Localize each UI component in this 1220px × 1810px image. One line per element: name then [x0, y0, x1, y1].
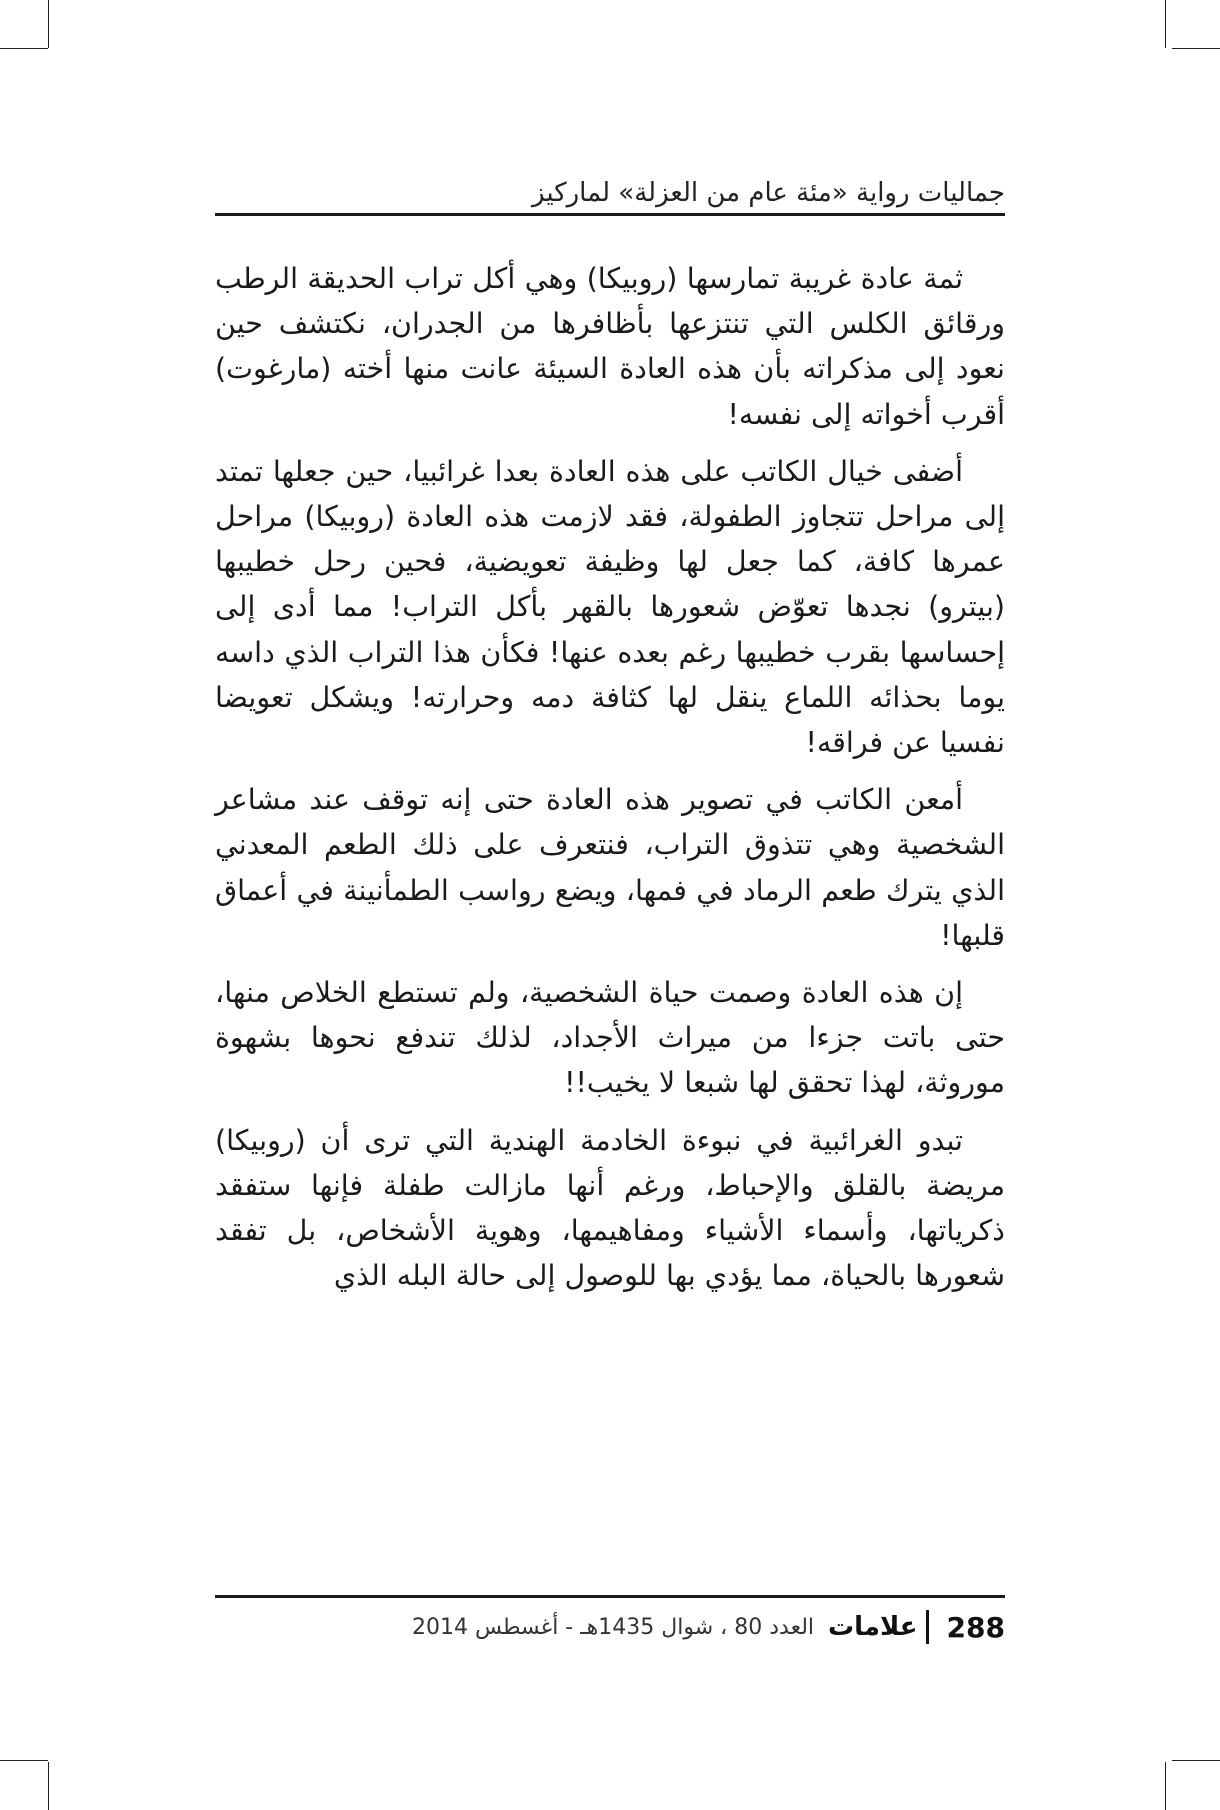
journal-logo: علامات: [828, 1612, 918, 1642]
article-body: [215, 256, 1005, 1310]
crop-mark: [48, 1762, 49, 1810]
page-number: 288: [946, 1610, 1005, 1644]
crop-mark: [0, 48, 48, 49]
crop-mark: [48, 0, 49, 48]
paragraph: أضفى خيال الكاتب على هذه العادة بعدا غرائبيا، حين جعلها تمتد إلى مراحل تتجاوز الطفولة، فقد لازمت هذه العادة (روبيكا) مراحل عمرها كافة، كما جعل لها وظيفة تعويضية، فحين رحل خطيبها (بيترو) نجدها تعوّض شعورها بالقهر بأكل التراب! مما أدى إلى إحساسها بقرب خطيبها رغم بعده عنها! فكأن هذا التراب الذي داسه يوما بحذائه اللماع ينقل لها كثافة دمه وحرارته! ويشكل تعويضا نفسيا عن فراقه!: [215, 454, 1005, 760]
issue-info: العدد 80 ، شوال 1435هـ - أغسطس 2014: [411, 1614, 815, 1640]
paragraph: ثمة عادة غريبة تمارسها (روبيكا) وهي أكل تراب الحديقة الرطب ورقائق الكلس التي تنتزعها بأظافرها من الجدران، نكتشف حين نعود إلى مذكراته بأن هذه العادة السيئة عانت منها أخته (مارغوت) أقرب أخواته إلى نفسه!: [215, 262, 1005, 431]
page-footer: [215, 1595, 1005, 1645]
crop-mark: [0, 1760, 48, 1761]
paragraph: أمعن الكاتب في تصوير هذه العادة حتى إنه توقف عند مشاعر الشخصية وهي تتذوق التراب، فنتعرف على ذلك الطعم المعدني الذي يترك طعم الرماد في فمها، ويضع رواسب الطمأنينة في أعماق قلبها!: [215, 783, 1005, 952]
crop-mark: [1165, 1762, 1166, 1810]
footer-content: [412, 1610, 1005, 1644]
crop-mark: [1165, 0, 1166, 48]
footer-divider: [926, 1610, 929, 1644]
header-title: جماليات رواية «مئة عام من العزلة» لماركيز: [532, 178, 1005, 208]
running-header: [215, 168, 1005, 216]
crop-mark: [1172, 48, 1220, 49]
paragraph: إن هذه العادة وصمت حياة الشخصية، ولم تستطع الخلاص منها، حتى باتت جزءا من ميراث الأجداد، لذلك تندفع نحوها بشهوة موروثة، لهذا تحقق لها شبعا لا يخيب!!: [215, 976, 1005, 1100]
paragraph: تبدو الغرائبية في نبوءة الخادمة الهندية التي ترى أن (روبيكا) مريضة بالقلق والإحباط، ورغم أنها مازالت طفلة فإنها ستفقد ذكرياتها، وأسماء الأشياء ومفاهيمها، وهوية الأشخاص، بل تفقد شعورها بالحياة، مما يؤدي بها للوصول إلى حالة البله الذي: [215, 1123, 1005, 1293]
crop-mark: [1172, 1760, 1220, 1761]
